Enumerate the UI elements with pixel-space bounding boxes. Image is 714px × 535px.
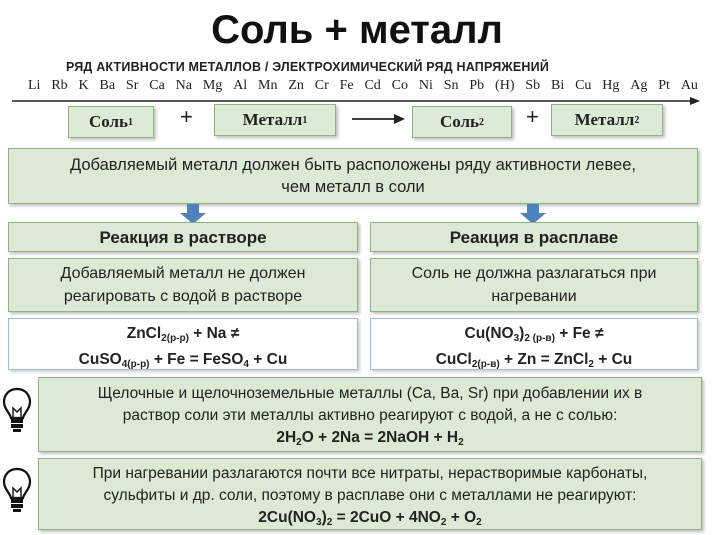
eq-sub: 4(р-р) [121, 359, 150, 370]
melt-condition-line-1: Соль не должна разлагаться при [411, 265, 657, 282]
melt-equation-1 [371, 323, 697, 349]
solution-equation-1 [9, 323, 357, 349]
solution-reaction-header: Реакция в растворе [8, 222, 358, 252]
eq-part: + Cu [248, 351, 288, 368]
eq-part: ) [321, 509, 327, 526]
activity-series [28, 78, 698, 94]
eq-sub: 4 [243, 359, 249, 370]
eq-part: Cu(NO [464, 325, 514, 342]
rule-line-2: чем металл в соли [281, 178, 425, 196]
eq-part: = 2CuO + 4NO [332, 509, 441, 526]
decomposition-note [38, 458, 702, 530]
activity-series-item: Co [391, 78, 409, 93]
metal2-sub: 2 [634, 114, 640, 126]
melt-equation-2 [371, 349, 697, 375]
activity-series-item: Zn [288, 78, 304, 93]
eq-sub: 2 [296, 437, 302, 448]
melt-reaction-header: Реакция в расплаве [370, 222, 698, 252]
eq-part: + Fe ≠ [554, 325, 604, 342]
plus-sign-1: + [180, 104, 193, 129]
activity-series-item: Na [175, 78, 192, 93]
activity-series-item: Hg [602, 78, 620, 93]
alkali-metals-note [38, 377, 702, 452]
activity-series-item: Sn [443, 78, 459, 93]
note2-equation [39, 507, 701, 534]
metal1-box [214, 104, 336, 136]
eq-part: + Cu [593, 351, 633, 368]
activity-series-item: Fe [339, 78, 354, 93]
melt-condition-line-2: нагревании [491, 288, 577, 305]
metal1-sub: 1 [302, 114, 308, 126]
eq-sub: 2 [440, 517, 447, 528]
rule-line-1: Добавляемый металл должен быть расположены ряду активности левее, [70, 156, 636, 174]
eq-part: CuSO [78, 351, 122, 368]
eq-sub: 2 [458, 437, 464, 448]
solution-condition-line-1: Добавляемый металл не должен [60, 265, 306, 282]
eq-part: + Fe = FeSO [149, 351, 244, 368]
note2-line-2: сульфиты и др. соли, поэтому в расплаве они с металлами не реагируют: [103, 487, 637, 504]
activity-series-item: Sr [125, 78, 139, 93]
activity-series-item: (H) [495, 78, 515, 93]
note1-line-2: раствор соли эти металлы активно реагируют с водой, а не с солью: [122, 407, 618, 424]
activity-series-item: Li [28, 78, 41, 93]
activity-series-item: Ni [418, 78, 433, 93]
lightbulb-icon [2, 466, 32, 514]
activity-series-title: РЯД АКТИВНОСТИ МЕТАЛЛОВ / ЭЛЕКТРОХИМИЧЕСКИЙ РЯД НАПРЯЖЕНИЙ [66, 60, 550, 74]
eq-sub: 3 [513, 333, 520, 344]
eq-part: + O [446, 509, 477, 526]
salt1-label: Соль [88, 112, 129, 131]
eq-sub: 2 [326, 517, 333, 528]
melt-condition-box [370, 258, 698, 312]
metal1-label: Металл [242, 110, 303, 129]
activity-series-item: Cd [364, 78, 381, 93]
activity-rule-box [8, 148, 698, 204]
salt2-sub: 2 [479, 116, 485, 128]
salt2-box [412, 106, 512, 138]
note1-line-1: Щелочные и щелочноземельные металлы (Ca, Ba, Sr) при добавлении их в [97, 385, 643, 402]
solution-condition-box [8, 258, 358, 312]
eq-part: CuCl [435, 351, 472, 368]
activity-series-item: Al [233, 78, 248, 93]
arrow-down-icon [180, 204, 206, 224]
activity-series-item: Mg [202, 78, 223, 93]
eq-sub: 2 [476, 517, 482, 528]
activity-series-item: Ag [630, 78, 648, 93]
salt1-sub: 1 [128, 116, 134, 128]
plus-sign-2: + [526, 104, 539, 129]
activity-series-item: Pb [469, 78, 485, 93]
eq-part: + Zn = ZnCl [499, 351, 589, 368]
activity-series-item: Bi [551, 78, 565, 93]
eq-sub: 2(р-р) [161, 333, 189, 344]
activity-series-item: Ba [99, 78, 116, 93]
arrow-down-icon [520, 204, 546, 224]
metal2-box [551, 104, 663, 136]
eq-sub: 2(р-в) [471, 359, 500, 370]
solution-condition-line-2: реагировать с водой в растворе [63, 288, 303, 305]
eq-part: + Na ≠ [188, 325, 240, 342]
activity-series-item: Rb [51, 78, 68, 93]
solution-equations-box [8, 318, 358, 370]
activity-series-item: Ca [149, 78, 165, 93]
solution-equation-2 [9, 349, 357, 375]
lightbulb-icon [2, 386, 32, 434]
eq-part: ZnCl [126, 325, 162, 342]
eq-sub: 2 [588, 359, 594, 370]
salt2-label: Соль [439, 112, 480, 131]
activity-series-item: Cu [575, 78, 592, 93]
salt1-box [68, 106, 154, 138]
note1-equation [39, 427, 701, 454]
activity-series-item: Pt [658, 78, 670, 93]
reaction-arrow [350, 112, 406, 126]
eq-sub: 2 (р-в) [524, 333, 555, 344]
activity-series-item: K [78, 78, 89, 93]
eq-part: ) [519, 325, 525, 342]
eq-sub: 3 [316, 517, 322, 528]
eq-part: 2H [276, 429, 297, 446]
activity-series-item: Sb [525, 78, 541, 93]
activity-series-item: Cr [314, 78, 329, 93]
eq-part: O + 2Na = 2NaOH + H [301, 429, 459, 446]
activity-series-item: Au [680, 78, 698, 93]
metal2-label: Металл [574, 110, 635, 129]
note2-line-1: При нагревании разлагаются почти все нитраты, нерастворимые карбонаты, [92, 465, 648, 482]
page-title: Соль + металл [211, 8, 503, 52]
eq-part: 2Cu(NO [258, 509, 316, 526]
activity-series-item: Mn [258, 78, 278, 93]
melt-equations-box [370, 318, 698, 370]
